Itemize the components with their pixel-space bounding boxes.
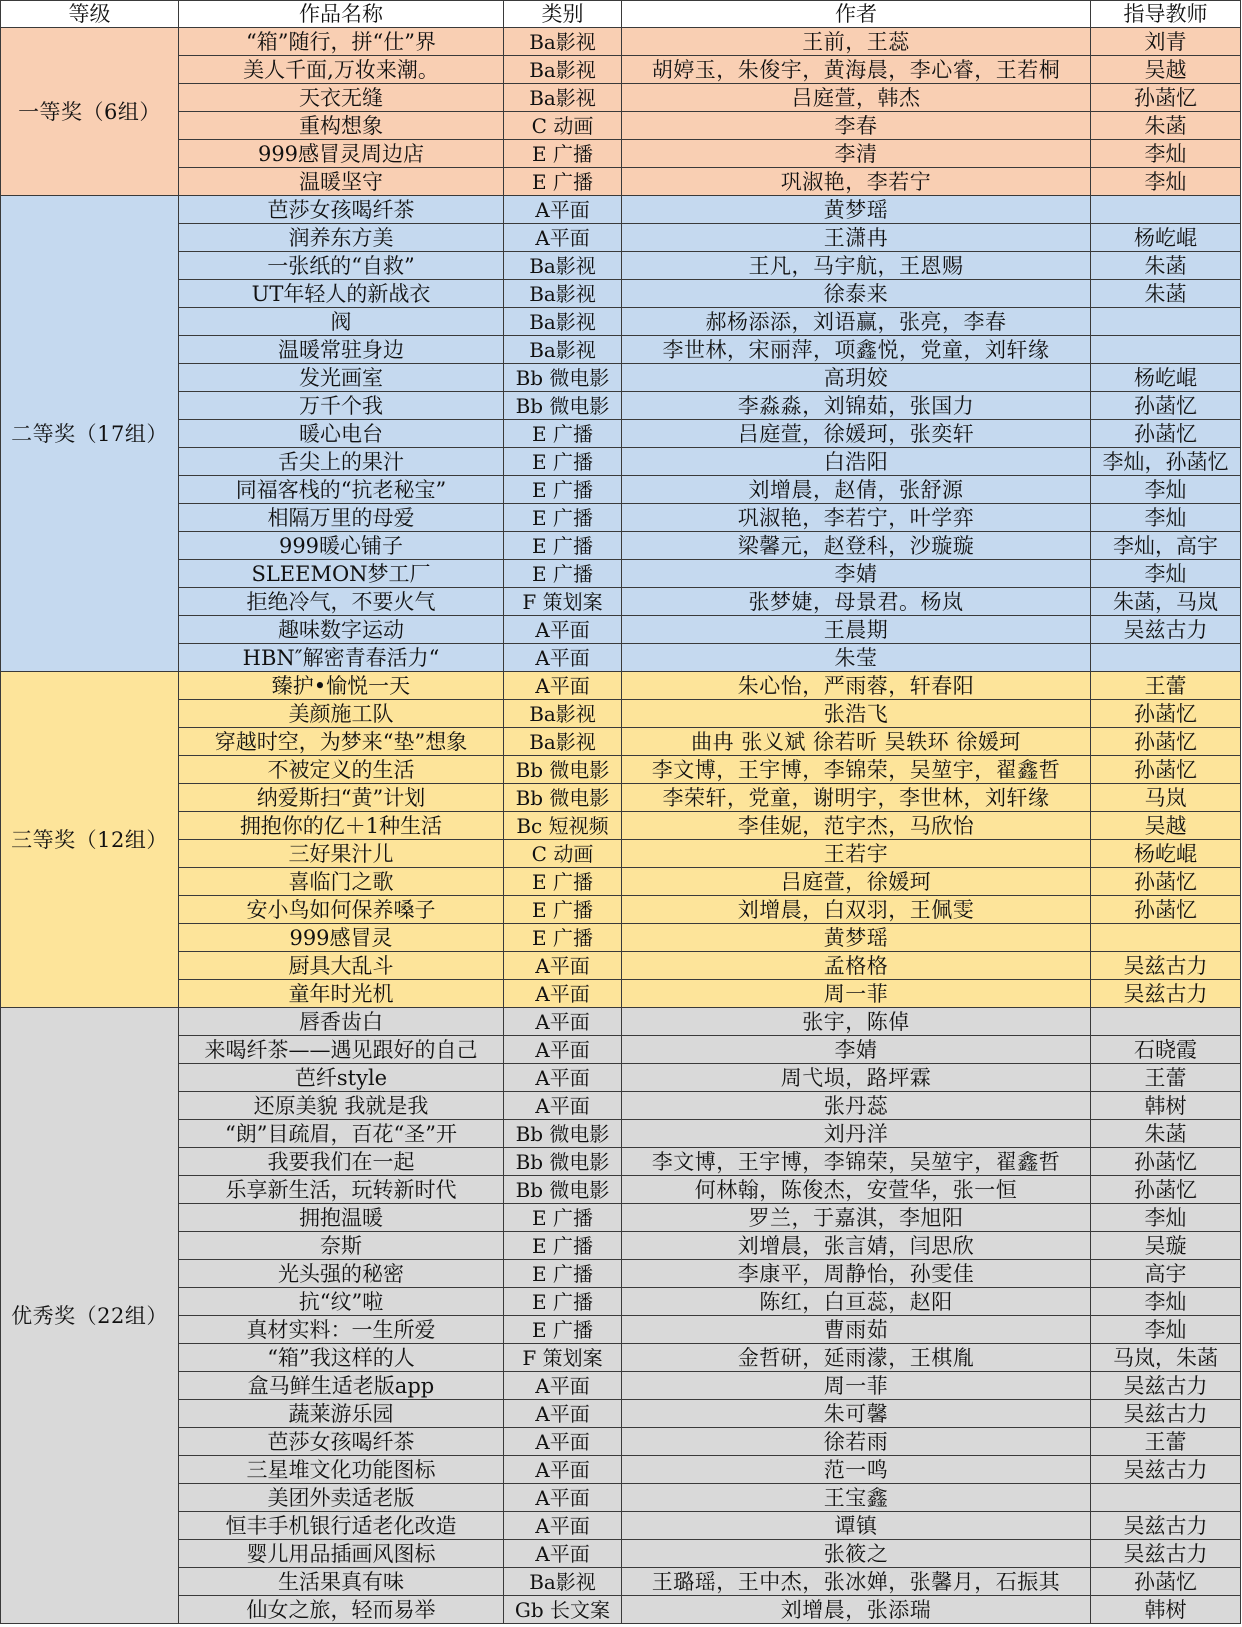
table-row xyxy=(1,756,1241,784)
cat-cell: E 广播 xyxy=(504,532,622,560)
cat-cell: A平面 xyxy=(504,1540,622,1568)
table-row xyxy=(1,504,1241,532)
teacher-cell: 朱菡，马岚 xyxy=(1091,588,1241,616)
author-cell: 曲冉 张义斌 徐若昕 吴轶环 徐媛珂 xyxy=(622,728,1091,756)
work-cell: 999感冒灵 xyxy=(179,924,504,952)
table-row xyxy=(1,1008,1241,1036)
table-row xyxy=(1,1288,1241,1316)
author-cell: 王晨期 xyxy=(622,616,1091,644)
teacher-cell xyxy=(1091,1484,1241,1512)
table-row xyxy=(1,392,1241,420)
table-row xyxy=(1,196,1241,224)
work-cell: SLEEMON梦工厂 xyxy=(179,560,504,588)
teacher-cell: 韩树 xyxy=(1091,1092,1241,1120)
cat-cell: Bb 微电影 xyxy=(504,1120,622,1148)
teacher-cell: 孙菡忆 xyxy=(1091,756,1241,784)
work-cell: 来喝纤茶——遇见跟好的自己 xyxy=(179,1036,504,1064)
teacher-cell: 朱菡 xyxy=(1091,280,1241,308)
table-row xyxy=(1,1372,1241,1400)
teacher-cell: 李灿 xyxy=(1091,504,1241,532)
teacher-cell: 李灿，孙菡忆 xyxy=(1091,448,1241,476)
author-cell: 曹雨茹 xyxy=(622,1316,1091,1344)
table-row xyxy=(1,672,1241,700)
work-cell: 抗“纹”啦 xyxy=(179,1288,504,1316)
author-cell: 王凡，马宇航，王恩赐 xyxy=(622,252,1091,280)
work-cell: 芭纤style xyxy=(179,1064,504,1092)
teacher-cell: 王蕾 xyxy=(1091,672,1241,700)
work-cell: 蔬莱游乐园 xyxy=(179,1400,504,1428)
teacher-cell: 王蕾 xyxy=(1091,1428,1241,1456)
grade-cell: 优秀奖（22组） xyxy=(1,1008,179,1624)
author-cell: 吕庭萱，徐媛珂 xyxy=(622,868,1091,896)
author-cell: 刘增晨，赵倩，张舒源 xyxy=(622,476,1091,504)
table-row xyxy=(1,168,1241,196)
table-row xyxy=(1,1176,1241,1204)
author-cell: 李文博，王宇博，李锦荣，吴堃宇，翟鑫哲 xyxy=(622,756,1091,784)
teacher-cell: 李灿，高宇 xyxy=(1091,532,1241,560)
table-row xyxy=(1,784,1241,812)
author-cell: 高玥姣 xyxy=(622,364,1091,392)
table-row xyxy=(1,1456,1241,1484)
teacher-cell: 韩树 xyxy=(1091,1596,1241,1624)
header-row xyxy=(1,1,1241,28)
author-cell: 王宝鑫 xyxy=(622,1484,1091,1512)
author-cell: 刘增晨，张言婧，闫思欣 xyxy=(622,1232,1091,1260)
cat-cell: A平面 xyxy=(504,196,622,224)
author-cell: 胡婷玉，朱俊宇，黄海晨，李心睿，王若桐 xyxy=(622,56,1091,84)
cat-cell: E 广播 xyxy=(504,1316,622,1344)
work-cell: 安小鸟如何保养嗓子 xyxy=(179,896,504,924)
work-cell: “朗”目疏眉，百花“圣”开 xyxy=(179,1120,504,1148)
author-cell: 张丹蕊 xyxy=(622,1092,1091,1120)
author-cell: 李春 xyxy=(622,112,1091,140)
work-cell: 唇香齿白 xyxy=(179,1008,504,1036)
teacher-cell: 吴兹古力 xyxy=(1091,616,1241,644)
cat-cell: E 广播 xyxy=(504,560,622,588)
teacher-cell xyxy=(1091,924,1241,952)
table-row xyxy=(1,448,1241,476)
work-cell: 天衣无缝 xyxy=(179,84,504,112)
author-cell: 王璐瑶，王中杰，张冰婵，张馨月，石振其 xyxy=(622,1568,1091,1596)
cat-cell: Bb 微电影 xyxy=(504,756,622,784)
work-cell: 我要我们在一起 xyxy=(179,1148,504,1176)
work-cell: 盒马鲜生适老版app xyxy=(179,1372,504,1400)
cat-cell: Ba影视 xyxy=(504,84,622,112)
work-cell: 纳爱斯扫“黄”计划 xyxy=(179,784,504,812)
cat-cell: A平面 xyxy=(504,644,622,672)
author-cell: 朱可馨 xyxy=(622,1400,1091,1428)
teacher-cell: 孙菡忆 xyxy=(1091,868,1241,896)
table-row xyxy=(1,112,1241,140)
cat-cell: Bb 微电影 xyxy=(504,1148,622,1176)
table-row xyxy=(1,1596,1241,1624)
cat-cell: A平面 xyxy=(504,1428,622,1456)
author-cell: 郝杨添添，刘语赢，张亮，李春 xyxy=(622,308,1091,336)
grade-cell: 三等奖（12组） xyxy=(1,672,179,1008)
work-cell: 美团外卖适老版 xyxy=(179,1484,504,1512)
work-cell: 999暖心铺子 xyxy=(179,532,504,560)
author-cell: 刘丹洋 xyxy=(622,1120,1091,1148)
author-cell: 金哲研，延雨濛，王棋胤 xyxy=(622,1344,1091,1372)
work-cell: 童年时光机 xyxy=(179,980,504,1008)
cat-cell: A平面 xyxy=(504,224,622,252)
author-cell: 刘增晨，白双羽，王佩雯 xyxy=(622,896,1091,924)
table-header xyxy=(1,1,1241,28)
teacher-cell: 孙菡忆 xyxy=(1091,1176,1241,1204)
table-row xyxy=(1,896,1241,924)
teacher-cell: 李灿 xyxy=(1091,168,1241,196)
table-row xyxy=(1,980,1241,1008)
teacher-cell xyxy=(1091,1008,1241,1036)
author-cell: 李淼淼，刘锦茹，张国力 xyxy=(622,392,1091,420)
work-cell: 婴儿用品插画风图标 xyxy=(179,1540,504,1568)
table-row xyxy=(1,812,1241,840)
author-cell: 周一菲 xyxy=(622,980,1091,1008)
author-cell: 罗兰，于嘉淇，李旭阳 xyxy=(622,1204,1091,1232)
author-cell: 梁馨元，赵登科，沙璇璇 xyxy=(622,532,1091,560)
author-cell: 朱心怡，严雨蓉，轩春阳 xyxy=(622,672,1091,700)
teacher-cell: 杨屹崐 xyxy=(1091,364,1241,392)
table-row xyxy=(1,1568,1241,1596)
work-cell: 润养东方美 xyxy=(179,224,504,252)
teacher-cell: 李灿 xyxy=(1091,140,1241,168)
cat-cell: Ba影视 xyxy=(504,252,622,280)
author-cell: 张梦婕，母景君。杨岚 xyxy=(622,588,1091,616)
work-cell: 光头强的秘密 xyxy=(179,1260,504,1288)
teacher-cell: 王蕾 xyxy=(1091,1064,1241,1092)
table-row xyxy=(1,420,1241,448)
table-row xyxy=(1,700,1241,728)
grade-cell: 二等奖（17组） xyxy=(1,196,179,672)
author-cell: 王若宇 xyxy=(622,840,1091,868)
work-cell: 同福客栈的“抗老秘宝” xyxy=(179,476,504,504)
work-cell: 重构想象 xyxy=(179,112,504,140)
work-cell: 三好果汁儿 xyxy=(179,840,504,868)
header-grade: 等级 xyxy=(1,1,179,28)
cat-cell: E 广播 xyxy=(504,504,622,532)
author-cell: 陈红，白亘蕊，赵阳 xyxy=(622,1288,1091,1316)
table-row xyxy=(1,1316,1241,1344)
cat-cell: A平面 xyxy=(504,1092,622,1120)
cat-cell: A平面 xyxy=(504,1064,622,1092)
table-row xyxy=(1,1344,1241,1372)
cat-cell: Ba影视 xyxy=(504,308,622,336)
work-cell: 发光画室 xyxy=(179,364,504,392)
cat-cell: A平面 xyxy=(504,1484,622,1512)
cat-cell: E 广播 xyxy=(504,1260,622,1288)
table-row xyxy=(1,644,1241,672)
author-cell: 谭镇 xyxy=(622,1512,1091,1540)
header-category: 类别 xyxy=(504,1,622,28)
author-cell: 李世林，宋丽萍，项鑫悦，党童，刘轩缘 xyxy=(622,336,1091,364)
teacher-cell xyxy=(1091,644,1241,672)
cat-cell: A平面 xyxy=(504,1400,622,1428)
author-cell: 黄梦瑶 xyxy=(622,924,1091,952)
author-cell: 王前，王蕊 xyxy=(622,28,1091,56)
author-cell: 李佳妮，范宇杰，马欣怡 xyxy=(622,812,1091,840)
cat-cell: F 策划案 xyxy=(504,1344,622,1372)
teacher-cell: 孙菡忆 xyxy=(1091,84,1241,112)
table-row xyxy=(1,336,1241,364)
cat-cell: Bb 微电影 xyxy=(504,392,622,420)
cat-cell: Ba影视 xyxy=(504,336,622,364)
cat-cell: E 广播 xyxy=(504,1288,622,1316)
author-cell: 范一鸣 xyxy=(622,1456,1091,1484)
teacher-cell: 吴越 xyxy=(1091,812,1241,840)
work-cell: 生活果真有味 xyxy=(179,1568,504,1596)
work-cell: 穿越时空，为梦来“垫”想象 xyxy=(179,728,504,756)
work-cell: 芭莎女孩喝纤茶 xyxy=(179,196,504,224)
author-cell: 刘增晨，张添瑞 xyxy=(622,1596,1091,1624)
teacher-cell: 马岚，朱菡 xyxy=(1091,1344,1241,1372)
work-cell: 拥抱你的亿＋1种生活 xyxy=(179,812,504,840)
teacher-cell: 李灿 xyxy=(1091,1288,1241,1316)
cat-cell: Ba影视 xyxy=(504,280,622,308)
table-row xyxy=(1,924,1241,952)
work-cell: HBN″解密青春活力“ xyxy=(179,644,504,672)
author-cell: 周一菲 xyxy=(622,1372,1091,1400)
work-cell: 奈斯 xyxy=(179,1232,504,1260)
work-cell: 真材实料：一生所爱 xyxy=(179,1316,504,1344)
author-cell: 吕庭萱，韩杰 xyxy=(622,84,1091,112)
work-cell: 拒绝冷气，不要火气 xyxy=(179,588,504,616)
table-row xyxy=(1,1148,1241,1176)
author-cell: 何林翰，陈俊杰，安萱华，张一恒 xyxy=(622,1176,1091,1204)
cat-cell: Ba影视 xyxy=(504,56,622,84)
teacher-cell: 朱菡 xyxy=(1091,112,1241,140)
table-body xyxy=(1,28,1241,1624)
teacher-cell: 吴兹古力 xyxy=(1091,1456,1241,1484)
cat-cell: A平面 xyxy=(504,952,622,980)
table-row xyxy=(1,1120,1241,1148)
cat-cell: Bb 微电影 xyxy=(504,1176,622,1204)
header-teacher: 指导教师 xyxy=(1091,1,1241,28)
work-cell: 999感冒灵周边店 xyxy=(179,140,504,168)
table-row xyxy=(1,280,1241,308)
author-cell: 张筱之 xyxy=(622,1540,1091,1568)
cat-cell: F 策划案 xyxy=(504,588,622,616)
teacher-cell: 朱菡 xyxy=(1091,252,1241,280)
teacher-cell: 刘青 xyxy=(1091,28,1241,56)
table-row xyxy=(1,476,1241,504)
work-cell: 仙女之旅，轻而易举 xyxy=(179,1596,504,1624)
cat-cell: E 广播 xyxy=(504,448,622,476)
cat-cell: Bc 短视频 xyxy=(504,812,622,840)
teacher-cell: 杨屹崐 xyxy=(1091,224,1241,252)
teacher-cell: 马岚 xyxy=(1091,784,1241,812)
author-cell: 白浩阳 xyxy=(622,448,1091,476)
work-cell: 暖心电台 xyxy=(179,420,504,448)
work-cell: 舌尖上的果汁 xyxy=(179,448,504,476)
teacher-cell: 朱菡 xyxy=(1091,1120,1241,1148)
work-cell: UT年轻人的新战衣 xyxy=(179,280,504,308)
work-cell: “箱”随行，拼“仕”界 xyxy=(179,28,504,56)
header-work: 作品名称 xyxy=(179,1,504,28)
author-cell: 巩淑艳，李若宁，叶学弈 xyxy=(622,504,1091,532)
teacher-cell: 吴兹古力 xyxy=(1091,980,1241,1008)
teacher-cell: 孙菡忆 xyxy=(1091,420,1241,448)
table-row xyxy=(1,56,1241,84)
teacher-cell: 孙菡忆 xyxy=(1091,1148,1241,1176)
cat-cell: E 广播 xyxy=(504,476,622,504)
teacher-cell: 吴越 xyxy=(1091,56,1241,84)
table-row xyxy=(1,364,1241,392)
work-cell: 臻护•愉悦一天 xyxy=(179,672,504,700)
author-cell: 朱莹 xyxy=(622,644,1091,672)
cat-cell: Ba影视 xyxy=(504,1568,622,1596)
teacher-cell xyxy=(1091,196,1241,224)
cat-cell: E 广播 xyxy=(504,896,622,924)
cat-cell: A平面 xyxy=(504,1372,622,1400)
teacher-cell: 吴兹古力 xyxy=(1091,1372,1241,1400)
author-cell: 李婧 xyxy=(622,560,1091,588)
work-cell: 拥抱温暖 xyxy=(179,1204,504,1232)
cat-cell: C 动画 xyxy=(504,112,622,140)
author-cell: 李荣轩，党童，谢明宇，李世林，刘轩缘 xyxy=(622,784,1091,812)
author-cell: 周弋埙，路坪霖 xyxy=(622,1064,1091,1092)
teacher-cell: 吴兹古力 xyxy=(1091,1400,1241,1428)
work-cell: “箱”我这样的人 xyxy=(179,1344,504,1372)
author-cell: 徐泰来 xyxy=(622,280,1091,308)
author-cell: 徐若雨 xyxy=(622,1428,1091,1456)
table-row xyxy=(1,588,1241,616)
cat-cell: A平面 xyxy=(504,616,622,644)
table-row xyxy=(1,1036,1241,1064)
cat-cell: E 广播 xyxy=(504,420,622,448)
teacher-cell: 李灿 xyxy=(1091,476,1241,504)
teacher-cell: 吴璇 xyxy=(1091,1232,1241,1260)
table-row xyxy=(1,1400,1241,1428)
teacher-cell: 李灿 xyxy=(1091,1316,1241,1344)
table-row xyxy=(1,1064,1241,1092)
work-cell: 还原美貌 我就是我 xyxy=(179,1092,504,1120)
table-row xyxy=(1,252,1241,280)
cat-cell: Gb 长文案 xyxy=(504,1596,622,1624)
author-cell: 李清 xyxy=(622,140,1091,168)
cat-cell: A平面 xyxy=(504,1512,622,1540)
work-cell: 温暖常驻身边 xyxy=(179,336,504,364)
author-cell: 张浩飞 xyxy=(622,700,1091,728)
table-row xyxy=(1,532,1241,560)
table-row xyxy=(1,224,1241,252)
table-row xyxy=(1,1260,1241,1288)
work-cell: 美人千面,万妆来潮。 xyxy=(179,56,504,84)
cat-cell: Ba影视 xyxy=(504,28,622,56)
table-row xyxy=(1,728,1241,756)
cat-cell: Ba影视 xyxy=(504,728,622,756)
table-row xyxy=(1,1428,1241,1456)
teacher-cell xyxy=(1091,308,1241,336)
teacher-cell: 孙菡忆 xyxy=(1091,1568,1241,1596)
work-cell: 万千个我 xyxy=(179,392,504,420)
work-cell: 芭莎女孩喝纤茶 xyxy=(179,1428,504,1456)
table-row xyxy=(1,840,1241,868)
table-row xyxy=(1,616,1241,644)
work-cell: 温暖坚守 xyxy=(179,168,504,196)
author-cell: 吕庭萱，徐媛珂，张奕轩 xyxy=(622,420,1091,448)
table-row xyxy=(1,1232,1241,1260)
cat-cell: A平面 xyxy=(504,1456,622,1484)
cat-cell: E 广播 xyxy=(504,1204,622,1232)
work-cell: 乐享新生活，玩转新时代 xyxy=(179,1176,504,1204)
teacher-cell: 杨屹崐 xyxy=(1091,840,1241,868)
cat-cell: E 广播 xyxy=(504,1232,622,1260)
work-cell: 相隔万里的母爱 xyxy=(179,504,504,532)
work-cell: 一张纸的“自救” xyxy=(179,252,504,280)
teacher-cell xyxy=(1091,336,1241,364)
work-cell: 厨具大乱斗 xyxy=(179,952,504,980)
table-row xyxy=(1,1484,1241,1512)
table-row xyxy=(1,308,1241,336)
teacher-cell: 孙菡忆 xyxy=(1091,392,1241,420)
teacher-cell: 孙菡忆 xyxy=(1091,728,1241,756)
teacher-cell: 吴兹古力 xyxy=(1091,1540,1241,1568)
work-cell: 不被定义的生活 xyxy=(179,756,504,784)
work-cell: 趣味数字运动 xyxy=(179,616,504,644)
teacher-cell: 吴兹古力 xyxy=(1091,1512,1241,1540)
work-cell: 阀 xyxy=(179,308,504,336)
teacher-cell: 李灿 xyxy=(1091,560,1241,588)
cat-cell: E 广播 xyxy=(504,140,622,168)
teacher-cell: 石晓霞 xyxy=(1091,1036,1241,1064)
header-authors: 作者 xyxy=(622,1,1091,28)
table-row xyxy=(1,1512,1241,1540)
teacher-cell: 吴兹古力 xyxy=(1091,952,1241,980)
work-cell: 美颜施工队 xyxy=(179,700,504,728)
cat-cell: C 动画 xyxy=(504,840,622,868)
author-cell: 李文博，王宇博，李锦荣，吴堃宇，翟鑫哲 xyxy=(622,1148,1091,1176)
table-row xyxy=(1,28,1241,56)
cat-cell: E 广播 xyxy=(504,924,622,952)
cat-cell: E 广播 xyxy=(504,868,622,896)
table-row xyxy=(1,1092,1241,1120)
author-cell: 王潇冉 xyxy=(622,224,1091,252)
cat-cell: Ba影视 xyxy=(504,700,622,728)
cat-cell: Bb 微电影 xyxy=(504,364,622,392)
teacher-cell: 孙菡忆 xyxy=(1091,700,1241,728)
author-cell: 李康平，周静怡，孙雯佳 xyxy=(622,1260,1091,1288)
author-cell: 张宇，陈倬 xyxy=(622,1008,1091,1036)
author-cell: 孟格格 xyxy=(622,952,1091,980)
teacher-cell: 李灿 xyxy=(1091,1204,1241,1232)
teacher-cell: 孙菡忆 xyxy=(1091,896,1241,924)
grade-cell: 一等奖（6组） xyxy=(1,28,179,196)
table-row xyxy=(1,84,1241,112)
cat-cell: Bb 微电影 xyxy=(504,784,622,812)
author-cell: 黄梦瑶 xyxy=(622,196,1091,224)
table-row xyxy=(1,560,1241,588)
work-cell: 恒丰手机银行适老化改造 xyxy=(179,1512,504,1540)
cat-cell: A平面 xyxy=(504,672,622,700)
table-row xyxy=(1,140,1241,168)
work-cell: 喜临门之歌 xyxy=(179,868,504,896)
author-cell: 巩淑艳，李若宁 xyxy=(622,168,1091,196)
work-cell: 三星堆文化功能图标 xyxy=(179,1456,504,1484)
cat-cell: A平面 xyxy=(504,1008,622,1036)
cat-cell: E 广播 xyxy=(504,168,622,196)
table-row xyxy=(1,1204,1241,1232)
cat-cell: A平面 xyxy=(504,1036,622,1064)
author-cell: 李婧 xyxy=(622,1036,1091,1064)
table-row xyxy=(1,868,1241,896)
teacher-cell: 高宇 xyxy=(1091,1260,1241,1288)
table-row xyxy=(1,952,1241,980)
cat-cell: A平面 xyxy=(504,980,622,1008)
table-row xyxy=(1,1540,1241,1568)
